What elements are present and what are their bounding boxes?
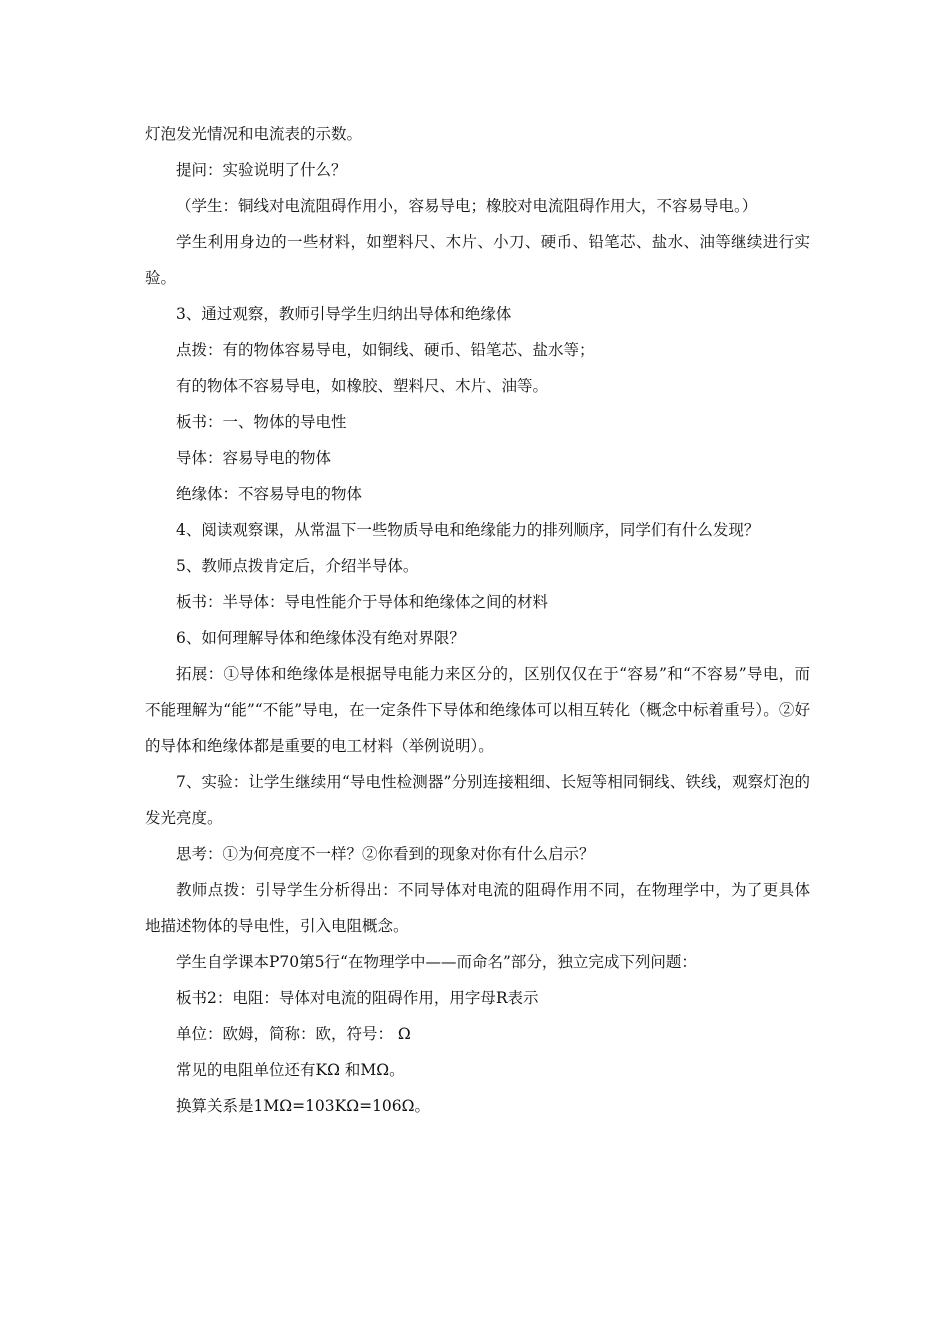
paragraph-step-4: 4、阅读观察课，从常温下一些物质导电和绝缘能力的排列顺序，同学们有什么发现？: [176, 521, 760, 539]
paragraph-question: 提问：实验说明了什么？: [176, 161, 347, 179]
paragraph-lamp-result: 灯泡发光情况和电流表的示数。: [145, 125, 363, 143]
document-page: [145, 116, 810, 1124]
paragraph-step-3: 3、通过观察，教师引导学生归纳出导体和绝缘体: [176, 305, 512, 323]
paragraph-self-study: 学生自学课本P70第5行“在物理学中——而命名”部分，独立完成下列问题：: [176, 953, 697, 971]
paragraph-conductor-definition: 导体：容易导电的物体: [176, 449, 332, 467]
paragraph-extension: 拓展：①导体和绝缘体是根据导电能力来区分的，区别仅仅在于“容易”和“不容易”导电，而不能理解为“能”“不能”导电，在一定条件下导体和绝缘体可以相互转化（概念中标着重号）。②好的导体和绝缘体都是重要的电工材料（举例说明）。: [145, 665, 810, 755]
paragraph-insulator-definition: 绝缘体：不容易导电的物体: [176, 485, 363, 503]
paragraph-common-units: 常见的电阻单位还有KΩ 和MΩ。: [176, 1061, 405, 1079]
paragraph-insulators-list: 有的物体不容易导电，如橡胶、塑料尺、木片、油等。: [176, 377, 549, 395]
paragraph-unit: 单位：欧姆，简称：欧，符号： Ω: [176, 1025, 411, 1043]
paragraph-hint-conductors: 点拨：有的物体容易导电，如铜线、硬币、铅笔芯、盐水等；: [176, 341, 595, 359]
paragraph-think: 思考：①为何亮度不一样？②你看到的现象对你有什么启示？: [176, 845, 595, 863]
paragraph-step-6: 6、如何理解导体和绝缘体没有绝对界限？: [176, 629, 465, 647]
paragraph-student-materials: 学生利用身边的一些材料，如塑料尺、木片、小刀、硬币、铅笔芯、盐水、油等继续进行实验。: [145, 233, 810, 287]
paragraph-teacher-hint: 教师点拨：引导学生分析得出：不同导体对电流的阻碍作用不同，在物理学中，为了更具体地描述物体的导电性，引入电阻概念。: [145, 881, 810, 935]
paragraph-step-7-experiment: 7、实验：让学生继续用“导电性检测器”分别连接粗细、长短等相同铜线、铁线，观察灯泡的发光亮度。: [145, 773, 810, 827]
paragraph-step-5: 5、教师点拨肯定后，介绍半导体。: [176, 557, 419, 575]
paragraph-board-semiconductor: 板书：半导体：导电性能介于导体和绝缘体之间的材料: [176, 593, 549, 611]
paragraph-board-conductivity: 板书：一、物体的导电性: [176, 413, 347, 431]
paragraph-board-resistance: 板书2：电阻：导体对电流的阻碍作用，用字母R表示: [176, 989, 539, 1007]
paragraph-conversion: 换算关系是1MΩ=103KΩ=106Ω。: [176, 1097, 431, 1115]
paragraph-student-answer: （学生：铜线对电流阻碍作用小，容易导电；橡胶对电流阻碍作用大，不容易导电。）: [176, 197, 758, 215]
